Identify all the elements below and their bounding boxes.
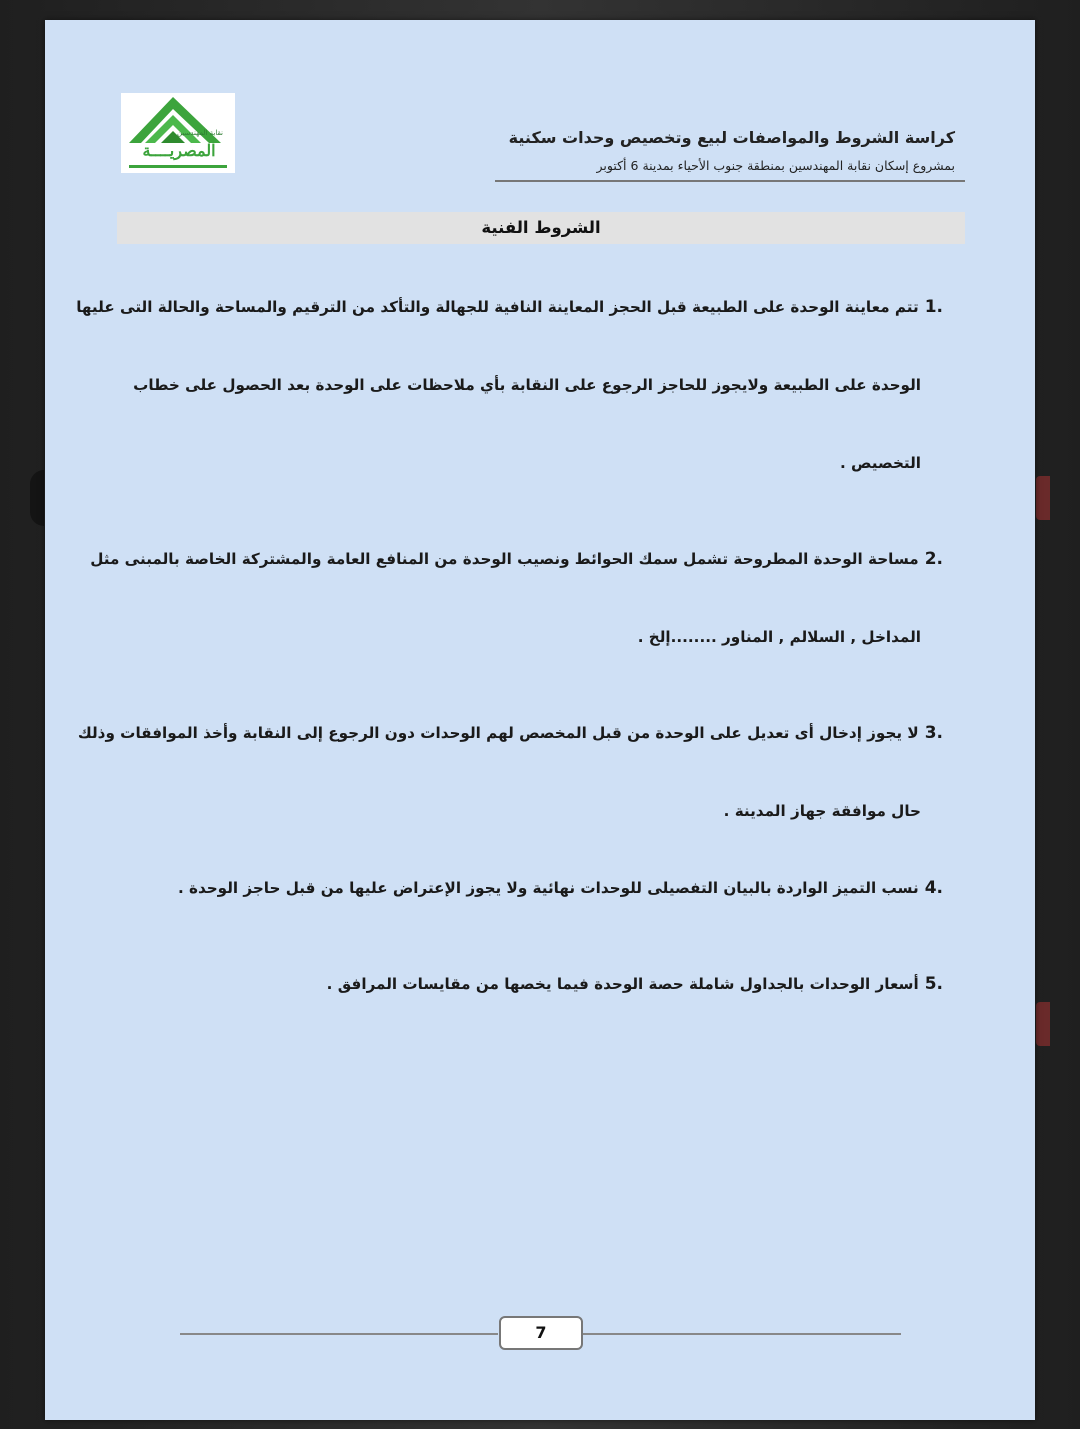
clause-number: 3. bbox=[924, 723, 943, 743]
section-heading: الشروط الفنية bbox=[117, 212, 965, 244]
clause-line: حال موافقة جهاز المدينة . bbox=[723, 802, 921, 820]
clause-number: 5. bbox=[924, 974, 943, 994]
clause-line bbox=[113, 964, 943, 1004]
clause-line bbox=[77, 694, 943, 772]
viewer-side-tab[interactable] bbox=[1036, 1002, 1050, 1046]
header-divider bbox=[495, 180, 965, 182]
clause-text: أسعار الوحدات بالجداول شاملة حصة الوحدة فيما يخصها من مقايسات المرافق . bbox=[326, 975, 919, 993]
clause-2 bbox=[90, 520, 943, 676]
syndicate-logo bbox=[121, 93, 235, 173]
clause-text: نسب التميز الواردة بالبيان التفصيلى للوحدات نهائية ولا يجوز الإعتراض عليها من قبل حاجز الوحدة . bbox=[177, 879, 919, 897]
viewer-side-tab[interactable] bbox=[1036, 476, 1050, 520]
clause-line bbox=[76, 268, 943, 346]
clause-line bbox=[90, 520, 943, 598]
clause-text: تتم معاينة الوحدة على الطبيعة قبل الحجز المعاينة النافية للجهالة والتأكد من الترقيم والمساحة والحالة التى عليها bbox=[76, 298, 919, 316]
clause-number: 4. bbox=[924, 878, 943, 898]
clause-line bbox=[113, 868, 943, 908]
logo-main-text: المصريــــة bbox=[142, 141, 216, 160]
viewer-side-handle[interactable] bbox=[30, 470, 44, 526]
clause-number: 2. bbox=[924, 549, 943, 569]
document-page bbox=[45, 20, 1035, 1420]
clause-5 bbox=[113, 964, 943, 1004]
clause-number: 1. bbox=[924, 297, 943, 317]
clause-line: التخصيص . bbox=[840, 454, 921, 472]
clause-4 bbox=[113, 868, 943, 908]
clause-1 bbox=[76, 268, 943, 502]
clause-line: الوحدة على الطبيعة ولايجوز للحاجز الرجوع على النقابة بأي ملاحظات على الوحدة بعد الحصول على خطاب bbox=[133, 376, 921, 394]
logo-top-text: نقابة المهندسين bbox=[177, 129, 223, 137]
document-subtitle: بمشروع إسكان نقابة المهندسين بمنطقة جنوب الأحياء بمدينة 6 أكتوبر bbox=[596, 158, 955, 173]
document-title: كراسة الشروط والمواصفات لبيع وتخصيص وحدات سكنية bbox=[508, 128, 955, 147]
clause-3 bbox=[77, 694, 943, 850]
clause-text: مساحة الوحدة المطروحة تشمل سمك الحوائط ونصيب الوحدة من المنافع العامة والمشتركة الخاصة بالمبنى مثل bbox=[90, 550, 919, 568]
footer-divider-left bbox=[180, 1333, 498, 1335]
clause-text: لا يجوز إدخال أى تعديل على الوحدة من قبل المخصص لهم الوحدات دون الرجوع إلى النقابة وأخذ الموافقات وذلك bbox=[77, 724, 919, 742]
footer-divider-right bbox=[583, 1333, 901, 1335]
page-number: 7 bbox=[499, 1316, 583, 1350]
clause-line: المداخل , السلالم , المناور ........إلخ . bbox=[637, 628, 921, 646]
